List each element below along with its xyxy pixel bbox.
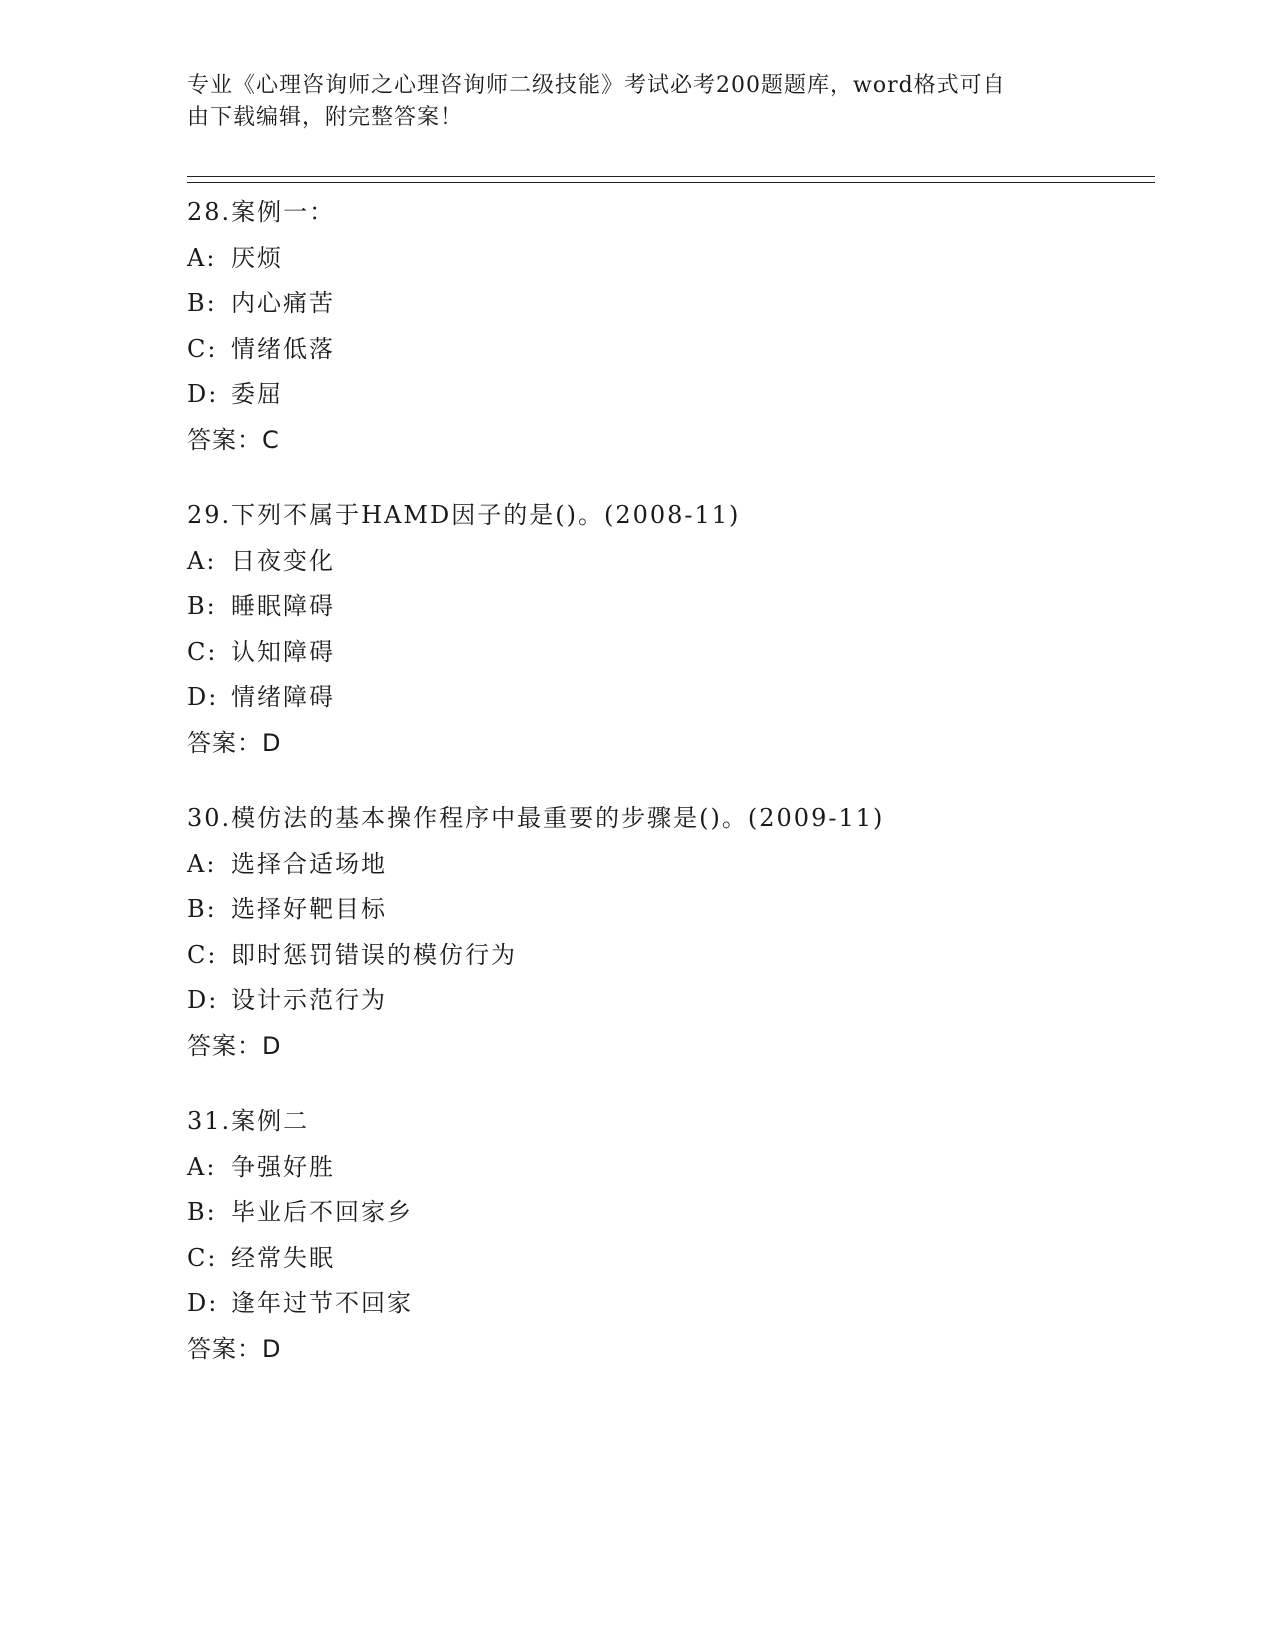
option-text: 内心痛苦	[231, 289, 335, 317]
question-list	[187, 190, 1155, 1402]
question-stem: 29.下列不属于HAMD因子的是()。(2008-11)	[187, 501, 741, 529]
option-text: 情绪低落	[231, 334, 335, 363]
option-letter: C:	[187, 940, 218, 969]
header-divider	[187, 176, 1155, 183]
option-letter: B:	[187, 289, 217, 317]
option-text: 情绪障碍	[231, 683, 335, 711]
option-text: 认知障碍	[231, 637, 335, 666]
option-b	[187, 584, 1155, 630]
option-a	[187, 236, 1155, 282]
option-a	[187, 1145, 1155, 1191]
option-text: 即时惩罚错误的模仿行为	[231, 940, 517, 969]
option-text: 设计示范行为	[231, 986, 387, 1014]
option-c	[187, 630, 1155, 676]
option-letter: A:	[187, 1152, 217, 1181]
option-text: 睡眠障碍	[231, 592, 335, 620]
option-text: 经常失眠	[231, 1243, 335, 1272]
question-30	[187, 796, 1155, 1069]
option-text: 日夜变化	[231, 546, 335, 575]
option-c	[187, 1236, 1155, 1282]
header-intro-line-1: 专业《心理咨询师之心理咨询师二级技能》考试必考200题题库，word格式可自	[187, 73, 1006, 98]
option-letter: D:	[187, 380, 219, 408]
option-text: 逢年过节不回家	[231, 1289, 413, 1317]
option-text: 争强好胜	[231, 1152, 335, 1181]
answer-line: 答案：D	[187, 728, 282, 757]
option-letter: A:	[187, 849, 217, 878]
option-letter: C:	[187, 637, 218, 666]
header-intro-line-2: 由下载编辑，附完整答案！	[187, 105, 464, 130]
answer-line: 答案：D	[187, 1334, 282, 1363]
option-d	[187, 372, 1155, 418]
option-b	[187, 1190, 1155, 1236]
answer-line: 答案：C	[187, 425, 280, 454]
question-29	[187, 493, 1155, 766]
option-letter: B:	[187, 592, 217, 620]
option-text: 厌烦	[231, 243, 283, 272]
option-letter: B:	[187, 895, 217, 923]
option-d	[187, 1281, 1155, 1327]
option-b	[187, 281, 1155, 327]
option-text: 委屈	[231, 380, 283, 408]
question-28	[187, 190, 1155, 463]
option-text: 选择好靶目标	[231, 895, 387, 923]
question-stem: 28.案例一：	[187, 198, 336, 226]
option-text: 选择合适场地	[231, 849, 387, 878]
question-31	[187, 1099, 1155, 1372]
option-d	[187, 978, 1155, 1024]
option-letter: D:	[187, 1289, 219, 1317]
option-a	[187, 842, 1155, 888]
option-text: 毕业后不回家乡	[231, 1198, 413, 1226]
option-letter: D:	[187, 683, 219, 711]
option-c	[187, 933, 1155, 979]
answer-line: 答案：D	[187, 1031, 282, 1060]
option-letter: C:	[187, 1243, 218, 1272]
document-header	[187, 70, 1067, 134]
option-d	[187, 675, 1155, 721]
option-b	[187, 887, 1155, 933]
question-stem: 30.模仿法的基本操作程序中最重要的步骤是()。(2009-11)	[187, 804, 885, 832]
option-letter: A:	[187, 243, 217, 272]
option-letter: B:	[187, 1198, 217, 1226]
option-a	[187, 539, 1155, 585]
option-letter: D:	[187, 986, 219, 1014]
option-letter: A:	[187, 546, 217, 575]
option-c	[187, 327, 1155, 373]
question-stem: 31.案例二	[187, 1107, 310, 1135]
option-letter: C:	[187, 334, 218, 363]
